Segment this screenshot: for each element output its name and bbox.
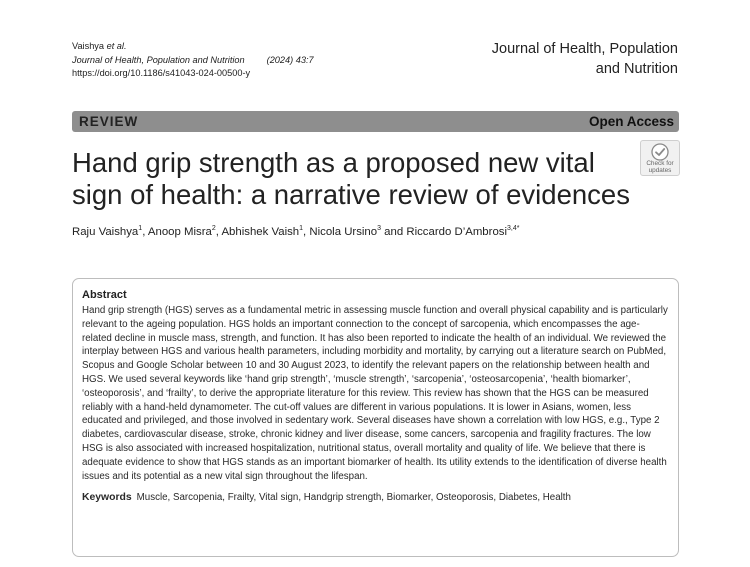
abstract-heading: Abstract	[82, 289, 127, 301]
abstract-box	[72, 278, 679, 557]
author[interactable]: Riccardo D’Ambrosi$^{3,4*}$	[406, 225, 520, 238]
article-type: REVIEW	[79, 114, 139, 129]
keywords-list: Muscle, Sarcopenia, Frailty, Vital sign, Handgrip strength, Biomarker, Osteoporosis, Diabetes, Health	[136, 492, 571, 504]
affiliation-ref: 3,4*	[507, 225, 520, 233]
journal-name-line1: Journal of Health, Population	[491, 41, 678, 57]
author[interactable]: Abhishek Vaish$^1$	[221, 225, 304, 238]
affiliation-ref: 2	[211, 225, 216, 233]
check-for-updates-button[interactable]	[640, 140, 680, 176]
doi-link[interactable]: https://doi.org/10.1186/s41043-024-00500-y	[72, 68, 251, 78]
volume-info: (2024) 43:7	[266, 54, 314, 65]
check-for-updates-icon	[651, 143, 669, 161]
running-author: Vaishya et al.	[72, 41, 127, 51]
check-label-1: Check for	[646, 160, 674, 167]
affiliation-ref: 3	[377, 225, 382, 233]
open-access-label: Open Access	[588, 114, 674, 129]
affiliation-ref: 1	[299, 225, 304, 233]
abstract-text: Hand grip strength (HGS) serves as a fundamental metric in assessing muscle function and overall physical capability and is particularly relevant to the ageing population. HGS holds an important connection to the concept of sarcopenia, which encompasses the age-related decline in muscle mass, strength, and function. It has also been reported to indicate the health of an individual. We reviewed the interplay between HGS and various health parameters, including morbidity and mortality, by carrying out a literature search on PubMed, Scopus and Google Scholar between 10 and 30 August 2023, to identify the relevant papers on the relationship between health and HGS. We used several keywords like ‘hand grip strength’, ‘muscle strength’, ‘sarcopenia’, ‘osteosarcopenia’, ‘health biomarker’, ‘osteoporosis’, and ‘frailty’, to derive the appropriate literature for this review. This review has shown that the HGS can be measured reliably with a hand-held dynamometer. The cut-off values are different in various populations. It is lower in Asians, women, less educated and privileged, and those involved in sedentary work. Several diseases have shown a correlation with low HGS, e.g., Type 2 diabetes, cardiovascular disease, stroke, chronic kidney and liver disease, some cancers, sarcopenia and fragility fractures. The low HSG is also associated with increased hospitalization, nutritional status, overall mortality and quality of life. We believe that there is adequate evidence to show that HGS stands as an important biomarker of health. Its utility extends to the identification of diverse health issues and its potential as a new vital sign throughout the lifespan.	[82, 305, 668, 482]
keywords-line	[82, 491, 669, 505]
author[interactable]: Nicola Ursino$^3$	[309, 225, 382, 238]
keywords-label: Keywords	[82, 492, 132, 504]
author-list: Raju Vaishya$^1$, Anoop Misra$^2$, Abhishek Vaish$^1$, Nicola Ursino$^3$ and Riccardo D’Ambrosi$^{3,4*}$	[72, 225, 520, 238]
check-label-2: updates	[648, 166, 672, 174]
author[interactable]: Raju Vaishya$^1$	[72, 225, 143, 238]
author[interactable]: Anoop Misra$^2$	[147, 225, 216, 238]
affiliation-ref: 1	[138, 225, 143, 233]
citation-line	[72, 54, 314, 68]
journal-short: Journal of Health, Population and Nutrition	[72, 54, 245, 65]
article-meta	[72, 40, 314, 81]
et-al: et al.	[106, 41, 127, 51]
article-title: Hand grip strength as a proposed new vital sign of health: a narrative review of evidences	[72, 147, 630, 210]
journal-name-line2: and Nutrition	[595, 60, 678, 77]
article-type-banner	[72, 111, 679, 132]
journal-name	[418, 40, 678, 79]
